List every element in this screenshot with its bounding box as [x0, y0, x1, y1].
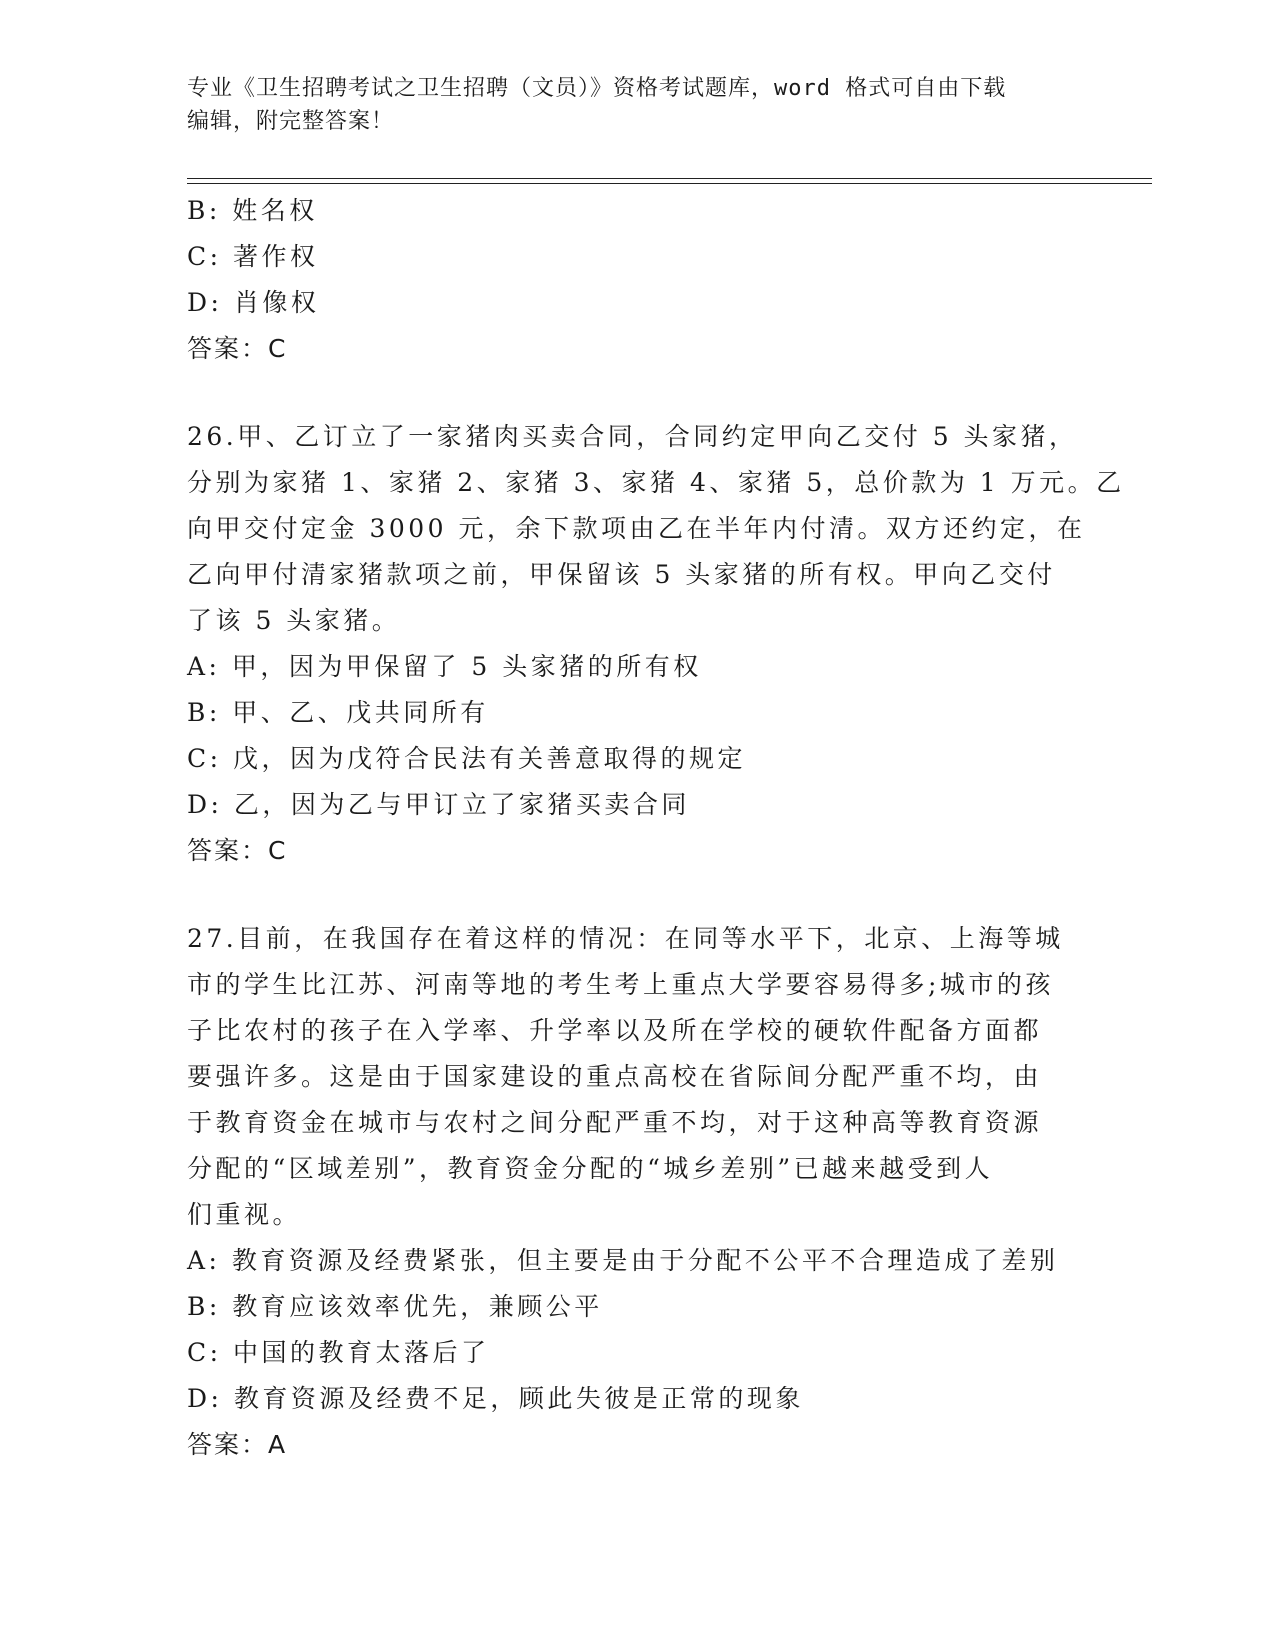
option-b: B: 姓名权: [187, 196, 318, 225]
question-stem-line: 们重视。: [187, 1200, 302, 1229]
option-a: A: 甲，因为甲保留了 5 头家猪的所有权: [187, 652, 702, 681]
question-stem-line: 向甲交付定金 3000 元，余下款项由乙在半年内付清。双方还约定，在: [187, 514, 1086, 543]
option-b: B: 甲、乙、戊共同所有: [187, 698, 489, 727]
question-stem-line: 于教育资金在城市与农村之间分配严重不均，对于这种高等教育资源: [187, 1108, 1043, 1137]
option-b: B: 教育应该效率优先，兼顾公平: [187, 1292, 603, 1321]
option-d: D: 乙，因为乙与甲订立了家猪买卖合同: [187, 790, 690, 819]
option-c: C: 著作权: [187, 242, 319, 271]
option-c: C: 中国的教育太落后了: [187, 1338, 490, 1367]
question-stem-line: 分别为家猪 1、家猪 2、家猪 3、家猪 4、家猪 5，总价款为 1 万元。乙: [187, 468, 1125, 497]
question-stem-line: 26.甲、乙订立了一家猪肉买卖合同，合同约定甲向乙交付 5 头家猪，: [187, 422, 1078, 451]
question-26: [187, 414, 1125, 874]
question-stem-line: 乙向甲付清家猪款项之前，甲保留该 5 头家猪的所有权。甲向乙交付: [187, 560, 1056, 589]
answer: 答案：C: [187, 334, 288, 363]
question-stem-line: 市的学生比江苏、河南等地的考生考上重点大学要容易得多;城市的孩: [187, 970, 1054, 999]
question-stem-line: 分配的“区域差别”，教育资金分配的“城乡差别”已越来越受到人: [187, 1154, 994, 1183]
option-a: A: 教育资源及经费紧张，但主要是由于分配不公平不合理造成了差别: [187, 1246, 1059, 1275]
question-stem-line: 27.目前，在我国存在着这样的情况：在同等水平下，北京、上海等城: [187, 924, 1064, 953]
header-divider: [187, 178, 1152, 184]
header-line-1: 专业《卫生招聘考试之卫生招聘（文员）》资格考试题库，word 格式可自由下载: [187, 76, 1007, 101]
option-d: D: 肖像权: [187, 288, 320, 317]
question-stem-line: 了该 5 头家猪。: [187, 606, 401, 635]
question-25: [187, 188, 1087, 372]
document-body: [187, 188, 1125, 1468]
document-header: [187, 72, 1087, 138]
question-stem-line: 子比农村的孩子在入学率、升学率以及所在学校的硬软件配备方面都: [187, 1016, 1043, 1045]
question-27: [187, 916, 1087, 1468]
answer: 答案：C: [187, 836, 288, 865]
option-c: C: 戊，因为戊符合民法有关善意取得的规定: [187, 744, 746, 773]
header-line-2: 编辑，附完整答案！: [187, 109, 395, 134]
option-d: D: 教育资源及经费不足，顾此失彼是正常的现象: [187, 1384, 804, 1413]
answer: 答案：A: [187, 1430, 288, 1459]
question-stem-line: 要强许多。这是由于国家建设的重点高校在省际间分配严重不均，由: [187, 1062, 1043, 1091]
